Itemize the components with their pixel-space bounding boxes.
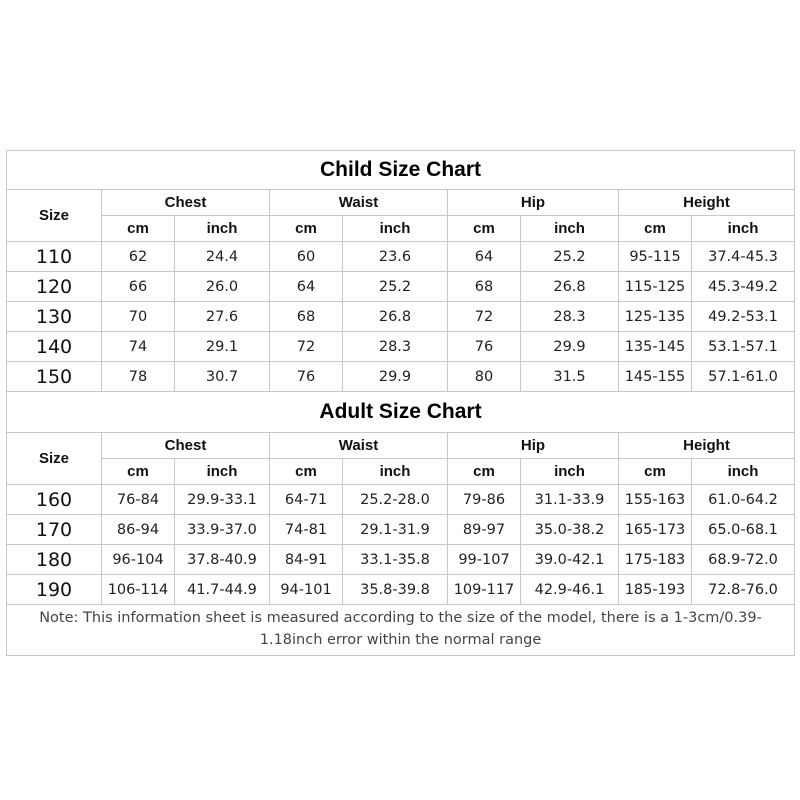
- table-row: [7, 545, 795, 575]
- value-cell: 29.1-31.9: [343, 515, 448, 545]
- adult-unit-header-row: [7, 459, 795, 485]
- table-row: [7, 272, 795, 302]
- value-cell: 68: [270, 302, 343, 332]
- value-cell: 62: [102, 242, 175, 272]
- unit-header: cm: [102, 216, 175, 242]
- value-cell: 35.0-38.2: [521, 515, 619, 545]
- adult-group-height: Height: [619, 433, 795, 459]
- unit-header: inch: [343, 216, 448, 242]
- unit-header: inch: [692, 216, 795, 242]
- adult-group-chest: Chest: [102, 433, 270, 459]
- child-chart-title: Child Size Chart: [7, 151, 795, 190]
- adult-title-row: [7, 392, 795, 433]
- value-cell: 24.4: [175, 242, 270, 272]
- child-unit-header-row: [7, 216, 795, 242]
- value-cell: 175-183: [619, 545, 692, 575]
- value-cell: 28.3: [521, 302, 619, 332]
- child-group-height: Height: [619, 190, 795, 216]
- value-cell: 65.0-68.1: [692, 515, 795, 545]
- value-cell: 37.8-40.9: [175, 545, 270, 575]
- size-cell: 110: [7, 242, 102, 272]
- adult-group-header-row: [7, 433, 795, 459]
- value-cell: 99-107: [448, 545, 521, 575]
- table-row: [7, 575, 795, 605]
- unit-header: cm: [448, 216, 521, 242]
- value-cell: 29.1: [175, 332, 270, 362]
- value-cell: 74-81: [270, 515, 343, 545]
- value-cell: 95-115: [619, 242, 692, 272]
- value-cell: 72.8-76.0: [692, 575, 795, 605]
- value-cell: 70: [102, 302, 175, 332]
- value-cell: 28.3: [343, 332, 448, 362]
- value-cell: 106-114: [102, 575, 175, 605]
- value-cell: 27.6: [175, 302, 270, 332]
- value-cell: 33.9-37.0: [175, 515, 270, 545]
- table-row: [7, 302, 795, 332]
- value-cell: 25.2-28.0: [343, 485, 448, 515]
- size-cell: 150: [7, 362, 102, 392]
- unit-header: inch: [521, 459, 619, 485]
- value-cell: 31.1-33.9: [521, 485, 619, 515]
- value-cell: 135-145: [619, 332, 692, 362]
- value-cell: 72: [270, 332, 343, 362]
- value-cell: 68: [448, 272, 521, 302]
- value-cell: 30.7: [175, 362, 270, 392]
- value-cell: 49.2-53.1: [692, 302, 795, 332]
- adult-size-header: Size: [7, 433, 102, 485]
- value-cell: 68.9-72.0: [692, 545, 795, 575]
- size-cell: 160: [7, 485, 102, 515]
- table-row: [7, 362, 795, 392]
- value-cell: 39.0-42.1: [521, 545, 619, 575]
- value-cell: 60: [270, 242, 343, 272]
- unit-header: inch: [175, 459, 270, 485]
- value-cell: 86-94: [102, 515, 175, 545]
- child-group-waist: Waist: [270, 190, 448, 216]
- size-chart-sheet: [6, 150, 794, 656]
- value-cell: 145-155: [619, 362, 692, 392]
- size-chart-table: [6, 150, 795, 656]
- table-row: [7, 242, 795, 272]
- value-cell: 109-117: [448, 575, 521, 605]
- value-cell: 96-104: [102, 545, 175, 575]
- unit-header: cm: [619, 459, 692, 485]
- child-group-chest: Chest: [102, 190, 270, 216]
- unit-header: inch: [175, 216, 270, 242]
- adult-chart-title: Adult Size Chart: [7, 392, 795, 433]
- child-size-header: Size: [7, 190, 102, 242]
- table-row: [7, 485, 795, 515]
- value-cell: 57.1-61.0: [692, 362, 795, 392]
- value-cell: 76: [270, 362, 343, 392]
- value-cell: 31.5: [521, 362, 619, 392]
- value-cell: 53.1-57.1: [692, 332, 795, 362]
- value-cell: 79-86: [448, 485, 521, 515]
- value-cell: 29.9-33.1: [175, 485, 270, 515]
- value-cell: 64-71: [270, 485, 343, 515]
- size-cell: 190: [7, 575, 102, 605]
- value-cell: 42.9-46.1: [521, 575, 619, 605]
- value-cell: 35.8-39.8: [343, 575, 448, 605]
- value-cell: 25.2: [521, 242, 619, 272]
- unit-header: cm: [270, 459, 343, 485]
- child-title-row: [7, 151, 795, 190]
- value-cell: 29.9: [343, 362, 448, 392]
- size-cell: 180: [7, 545, 102, 575]
- value-cell: 66: [102, 272, 175, 302]
- value-cell: 26.8: [521, 272, 619, 302]
- value-cell: 76-84: [102, 485, 175, 515]
- unit-header: inch: [521, 216, 619, 242]
- child-group-hip: Hip: [448, 190, 619, 216]
- unit-header: cm: [270, 216, 343, 242]
- size-cell: 170: [7, 515, 102, 545]
- value-cell: 80: [448, 362, 521, 392]
- value-cell: 84-91: [270, 545, 343, 575]
- value-cell: 45.3-49.2: [692, 272, 795, 302]
- value-cell: 165-173: [619, 515, 692, 545]
- adult-group-waist: Waist: [270, 433, 448, 459]
- measurement-note: Note: This information sheet is measured according to the size of the model, there is a 1-3cm/0.39-1.18inch error within the normal range: [7, 605, 795, 656]
- note-row: [7, 605, 795, 656]
- value-cell: 41.7-44.9: [175, 575, 270, 605]
- size-cell: 140: [7, 332, 102, 362]
- unit-header: cm: [102, 459, 175, 485]
- child-group-header-row: [7, 190, 795, 216]
- value-cell: 78: [102, 362, 175, 392]
- unit-header: cm: [619, 216, 692, 242]
- table-row: [7, 332, 795, 362]
- value-cell: 72: [448, 302, 521, 332]
- value-cell: 115-125: [619, 272, 692, 302]
- size-cell: 130: [7, 302, 102, 332]
- value-cell: 26.0: [175, 272, 270, 302]
- value-cell: 94-101: [270, 575, 343, 605]
- unit-header: inch: [343, 459, 448, 485]
- value-cell: 23.6: [343, 242, 448, 272]
- value-cell: 125-135: [619, 302, 692, 332]
- unit-header: inch: [692, 459, 795, 485]
- adult-group-hip: Hip: [448, 433, 619, 459]
- value-cell: 155-163: [619, 485, 692, 515]
- value-cell: 74: [102, 332, 175, 362]
- value-cell: 25.2: [343, 272, 448, 302]
- value-cell: 89-97: [448, 515, 521, 545]
- value-cell: 185-193: [619, 575, 692, 605]
- value-cell: 37.4-45.3: [692, 242, 795, 272]
- value-cell: 64: [270, 272, 343, 302]
- value-cell: 61.0-64.2: [692, 485, 795, 515]
- value-cell: 33.1-35.8: [343, 545, 448, 575]
- value-cell: 26.8: [343, 302, 448, 332]
- value-cell: 64: [448, 242, 521, 272]
- table-row: [7, 515, 795, 545]
- value-cell: 29.9: [521, 332, 619, 362]
- value-cell: 76: [448, 332, 521, 362]
- unit-header: cm: [448, 459, 521, 485]
- size-cell: 120: [7, 272, 102, 302]
